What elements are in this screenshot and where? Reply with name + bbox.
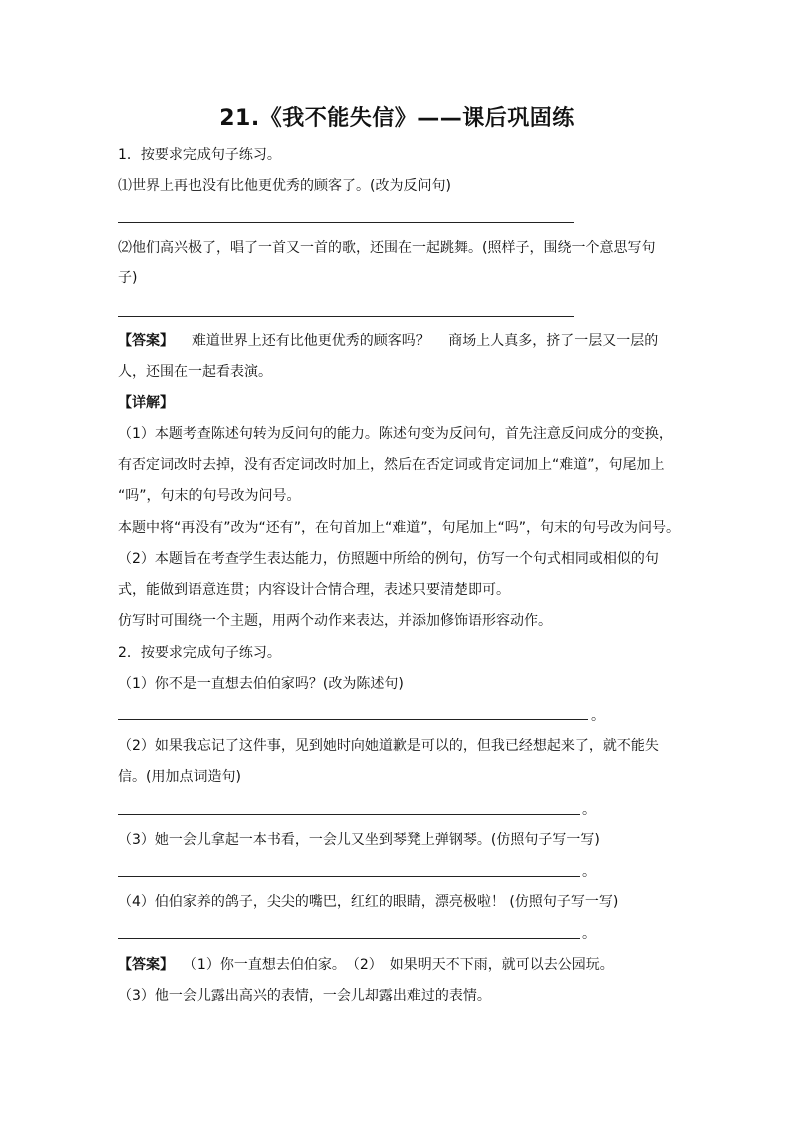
- question-2-item-1: （1）你不是一直想去伯伯家吗？(改为陈述句): [118, 676, 404, 692]
- question-2-item-3: （3）她一会儿拿起一本书看，一会儿又坐到琴凳上弹钢琴。(仿照句子写一写): [118, 832, 600, 848]
- detail-line: （2）本题旨在考查学生表达能力，仿照题中所给的例句，仿写一个句式相同或相似的句: [118, 551, 659, 567]
- detail-line: 有否定词改时去掉，没有否定词改时加上，然后在否定词或肯定词加上“难道”，句尾加上: [118, 457, 665, 473]
- question-1-item-2-line-2: 子): [118, 270, 138, 286]
- question-1-item-2-line-1: ⑵他们高兴极了，唱了一首又一首的歌，还围在一起跳舞。(照样子，围绕一个意思写句: [118, 240, 656, 256]
- answer-blank-line: [118, 222, 574, 223]
- answer-label: 【答案】: [118, 333, 174, 349]
- blank-period: 。: [591, 708, 605, 724]
- detail-line: （1）本题考查陈述句转为反问句的能力。陈述句变为反问句，首先注意反问成分的变换，: [118, 426, 673, 442]
- detail-line: 仿写时可围绕一个主题，用两个动作来表达，并添加修饰语形容动作。: [118, 613, 552, 629]
- answer-2-line-1: [118, 955, 614, 975]
- detail-line: 式，能做到语意连贯；内容设计合情合理，表述只要清楚即可。: [118, 582, 510, 598]
- question-2-item-2-line-2: 信。(用加点词造句): [118, 769, 241, 785]
- question-2-item-4: （4）伯伯家养的鸽子，尖尖的嘴巴，红红的眼睛，漂亮极啦！ (仿照句子写一写): [118, 894, 619, 910]
- blank-period: 。: [582, 864, 596, 880]
- detail-line: 本题中将“再没有”改为“还有”，在句首加上“难道”，句尾加上“吗”，句末的句号改为问号。: [118, 520, 681, 536]
- answer-blank-line: [118, 814, 580, 815]
- answer-blank-line: [118, 876, 580, 877]
- answer-1-line-1: [118, 331, 658, 351]
- answer-blank-line: [118, 938, 580, 939]
- question-1-item-1: ⑴世界上再也没有比他更优秀的顾客了。(改为反问句): [118, 178, 451, 194]
- answer-blank-line: [118, 316, 574, 317]
- question-2-heading: 2．按要求完成句子练习。: [118, 645, 281, 661]
- blank-period: 。: [582, 802, 596, 818]
- question-1-heading: 1．按要求完成句子练习。: [118, 147, 281, 163]
- detail-line: “吗”，句末的句号改为问号。: [118, 488, 301, 504]
- detail-label: 【详解】: [118, 395, 174, 411]
- question-2-item-2-line-1: （2）如果我忘记了这件事，见到她时向她道歉是可以的，但我已经想起来了，就不能失: [118, 738, 659, 754]
- blank-period: 。: [582, 926, 596, 942]
- answer-2-text: （1）你一直想去伯伯家。 （2） 如果明天不下雨，就可以去公园玩。: [182, 957, 614, 973]
- answer-label: 【答案】: [118, 957, 174, 973]
- page-title: 21.《我不能失信》——课后巩固练: [219, 106, 575, 131]
- answer-1-line-2: 人，还围在一起看表演。: [118, 364, 272, 380]
- answer-1-text: 难道世界上还有比他更优秀的顾客吗？ 商场上人真多，挤了一层又一层的: [191, 333, 659, 349]
- answer-blank-line: [118, 719, 588, 720]
- answer-2-line-2: （3）他一会儿露出高兴的表情，一会儿却露出难过的表情。: [118, 988, 491, 1004]
